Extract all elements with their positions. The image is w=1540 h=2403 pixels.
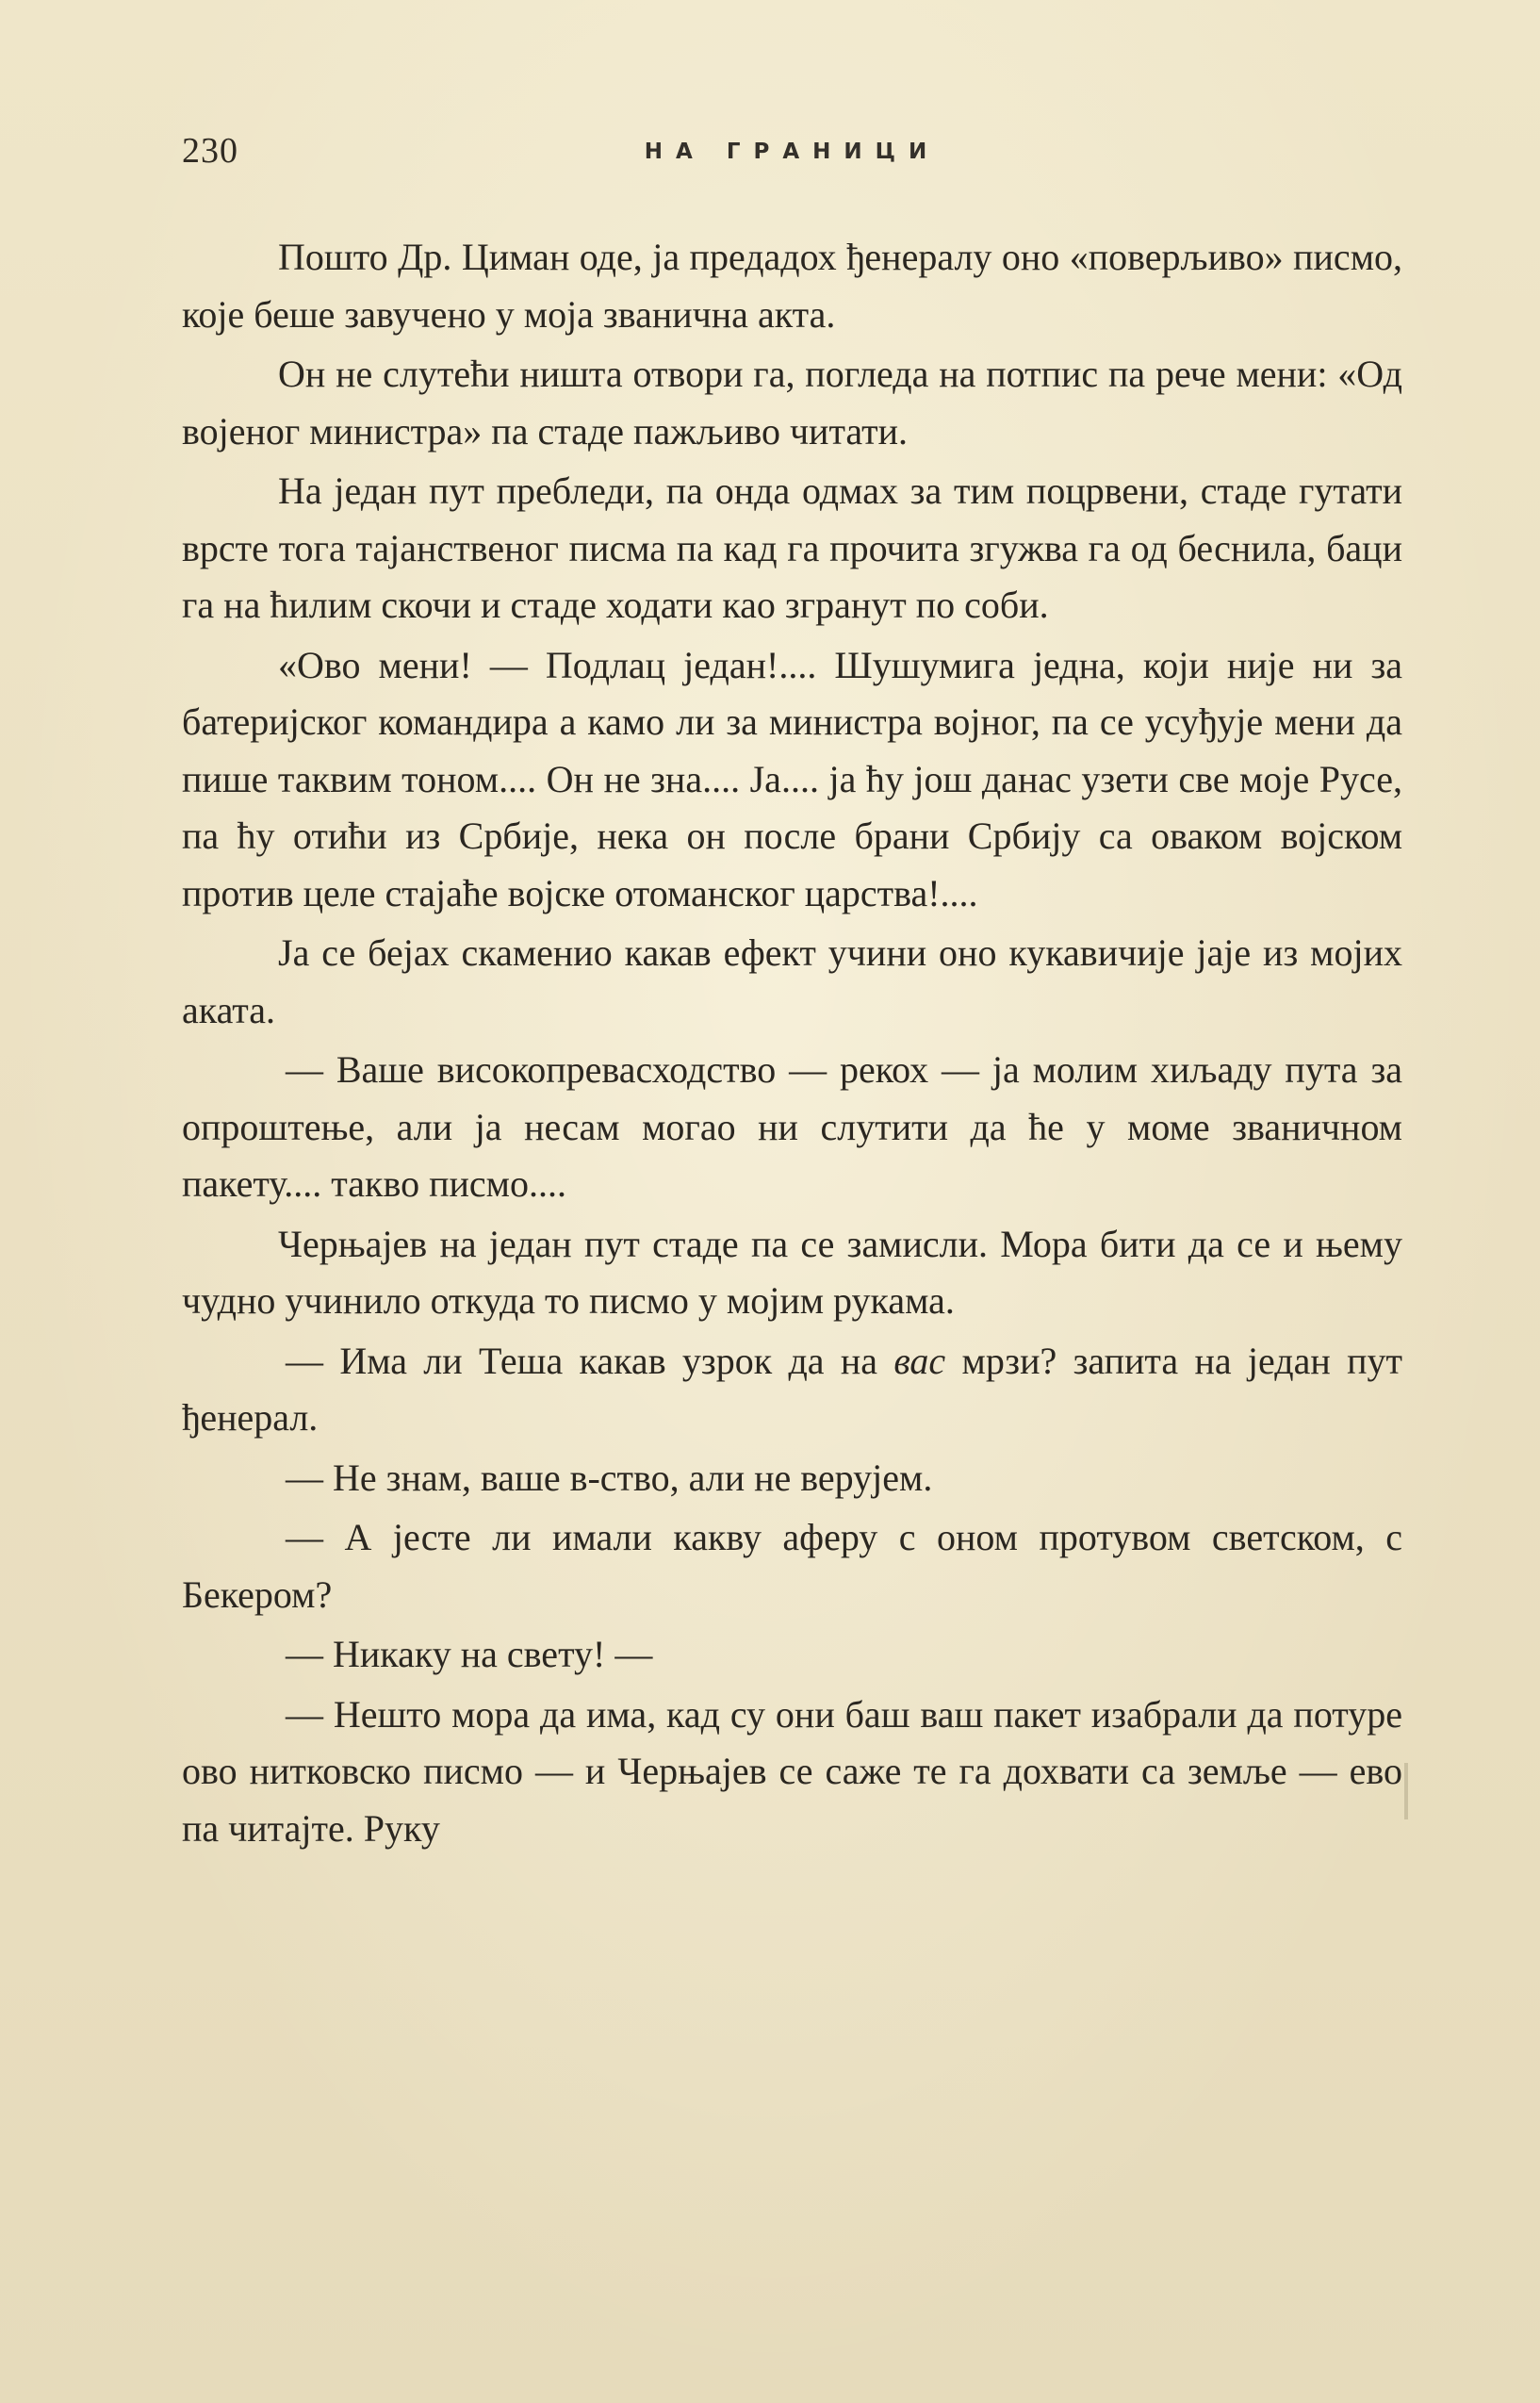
page-number: 230 — [182, 131, 238, 171]
paragraph: Ја се бејах скаменио какав ефект учини оно кукавичије јаје из мојих аката. — [182, 931, 1402, 1031]
running-title: НА ГРАНИЦИ — [644, 140, 941, 164]
paragraph: Пошто Др. Циман оде, ја предадох ђенералу оно «поверљиво» писмо, које беше завучено у моја званична акта. — [182, 236, 1402, 336]
dialog-paragraph: — Никаку на свету! — — [286, 1633, 653, 1675]
page-header — [182, 130, 1402, 177]
dialog-paragraph: — Ваше високопревасходство — рекох — ја молим хиљаду пута за опроштење, али ја несам могао ни слутити да ће у моме званичном пакету.... такво писмо.... — [182, 1048, 1402, 1205]
text-segment: — Има ли Теша какав узрок да на — [286, 1339, 894, 1382]
dialog-paragraph: — А јесте ли имали какву аферу с оном протувом светском, с Бекером? — [182, 1516, 1402, 1616]
dialog-paragraph — [182, 1333, 1402, 1447]
paragraph: Черњајев на један пут стаде па се замисли. Мора бити да се и њему чудно учинило откуда то писмо у мојим рукама. — [182, 1222, 1402, 1322]
paragraph: На један пут пребледи, па онда одмах за тим поцрвени, стаде гутати врсте тога тајанственог писма па кад га прочита згужва га од беснила, баци га на ћилим скочи и стаде ходати као згранут по соби. — [182, 469, 1402, 626]
body-text — [182, 229, 1402, 1860]
emphasized-word: вас — [893, 1339, 946, 1382]
text-segment: мрзи? запита на један пут ђенерал. — [182, 1339, 1402, 1439]
dialog-paragraph: — Не знам, ваше в-ство, али не верујем. — [286, 1456, 933, 1499]
paper-mark — [1404, 1763, 1408, 1819]
paragraph: «Ово мени! — Подлац један!.... Шушумига једна, који није ни за батеријског командира а камо ли за министра војног, па се усуђује мени да пише таквим тоном.... Он не зна.... Ја.... ја ћу још данас узети све моје Русе, па ћу отићи из Србије, нека он после брани Србију са оваком војском против целе стајаће војске отоманског царства!.... — [182, 643, 1402, 914]
dialog-paragraph: — Нешто мора да има, кад су они баш ваш пакет изабрали да потуре ово нитковско писмо — и Черњајев се саже те га дохвати са земље — ево па читајте. Руку — [182, 1692, 1402, 1850]
paragraph: Он не слутећи ништа отвори га, погледа на потпис па рече мени: «Од војеног министра» па стаде пажљиво читати. — [182, 353, 1402, 453]
